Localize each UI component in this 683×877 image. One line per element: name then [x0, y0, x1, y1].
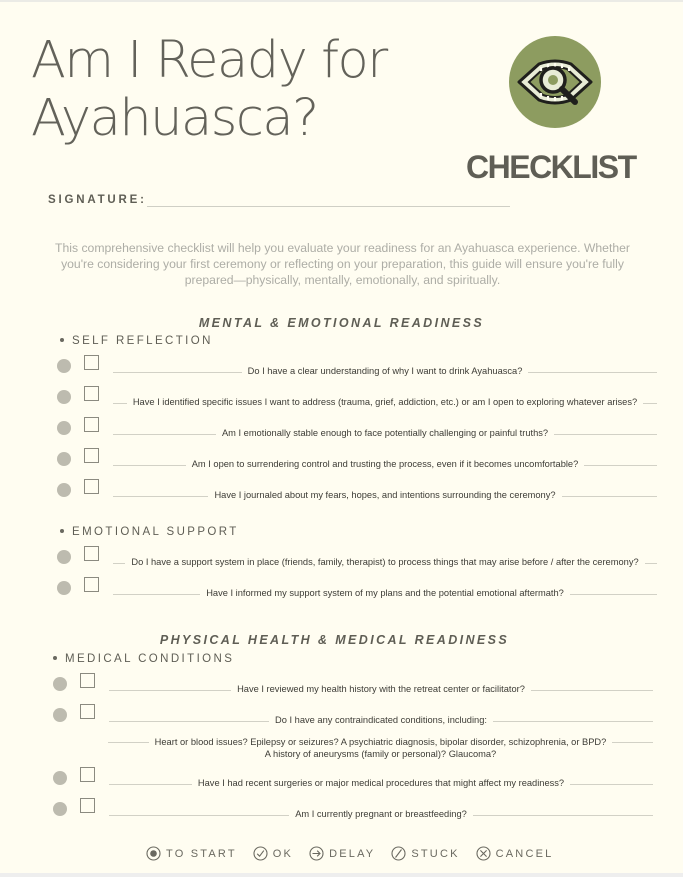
status-dot-icon[interactable] — [57, 581, 71, 595]
section-title-mental-emotional: MENTAL & EMOTIONAL READINESS — [198, 316, 485, 330]
bullet-icon — [60, 529, 64, 533]
status-dot-icon[interactable] — [57, 390, 71, 404]
slash-circle-icon — [391, 846, 406, 861]
status-dot-icon[interactable] — [57, 359, 71, 373]
question-text: Have I reviewed my health history with the retreat center or facilitator? — [237, 684, 525, 694]
bullet-icon — [60, 338, 64, 342]
arrow-circle-icon — [309, 846, 324, 861]
legend-delay: DELAY — [309, 846, 375, 861]
question-text: Have I journaled about my fears, hopes, and intentions surrounding the ceremony? — [214, 490, 556, 500]
question-text: Do I have a clear understanding of why I want to drink Ayahuasca? — [247, 366, 523, 376]
intro-paragraph: This comprehensive checklist will help you evaluate your readiness for an Ayahuasca experience. Whether you're considering your first ceremony or reflecting on your preparation, this guide will ensure you're fully prepared—physically, mentally, emotionally, and spiritually. — [55, 241, 630, 287]
checklist-item — [53, 704, 653, 724]
checkbox[interactable] — [84, 479, 99, 494]
status-dot-icon[interactable] — [53, 708, 67, 722]
checklist-item — [57, 386, 657, 406]
question-text: Do I have any contraindicated conditions, including: — [275, 715, 487, 725]
legend-ok: OK — [253, 846, 293, 861]
status-dot-icon[interactable] — [57, 452, 71, 466]
bottom-border — [0, 873, 683, 877]
checkbox[interactable] — [80, 798, 95, 813]
checklist-item — [57, 479, 657, 499]
legend-to-start: TO START — [146, 846, 237, 861]
checklist-item — [53, 798, 653, 818]
signature-label: SIGNATURE: — [48, 194, 147, 206]
checkbox[interactable] — [84, 417, 99, 432]
title-line-2: Ayahuasca? — [31, 89, 318, 148]
section-title-physical-medical: PHYSICAL HEALTH & MEDICAL READINESS — [159, 633, 510, 647]
top-border — [0, 0, 683, 2]
checklist-item — [57, 417, 657, 437]
question-text: Do I have a support system in place (friends, family, therapist) to process things that may arise before / after the ceremony? — [131, 557, 639, 567]
legend-cancel: CANCEL — [476, 846, 554, 861]
checklist-item — [57, 355, 657, 375]
status-dot-icon[interactable] — [57, 550, 71, 564]
question-text: Am I open to surrendering control and trusting the process, even if it becomes uncomfortable? — [191, 459, 579, 469]
status-dot-icon[interactable] — [53, 802, 67, 816]
status-dot-icon[interactable] — [57, 483, 71, 497]
checklist-heading: CHECKLIST — [466, 149, 636, 185]
radio-dot-icon — [146, 846, 161, 861]
group-title-medical-conditions: MEDICAL CONDITIONS — [53, 653, 234, 665]
eye-magnifier-icon — [509, 36, 601, 128]
checkbox[interactable] — [80, 704, 95, 719]
status-dot-icon[interactable] — [53, 677, 67, 691]
checkbox[interactable] — [84, 448, 99, 463]
checkbox[interactable] — [80, 767, 95, 782]
contraindications-line-2: A history of aneurysms (family or personal)? Glaucoma? — [264, 749, 497, 759]
status-dot-icon[interactable] — [57, 421, 71, 435]
group-title-self-reflection: SELF REFLECTION — [60, 335, 213, 347]
signature-field[interactable] — [147, 206, 510, 207]
checkbox[interactable] — [84, 386, 99, 401]
check-circle-icon — [253, 846, 268, 861]
question-text: Have I identified specific issues I want to address (trauma, grief, addiction, etc.) or am I open to exploring whatever arises? — [132, 397, 638, 407]
contraindications-note — [108, 736, 653, 760]
status-legend — [146, 846, 569, 861]
page-title — [31, 32, 387, 148]
group-title-emotional-support: EMOTIONAL SUPPORT — [60, 526, 239, 538]
status-dot-icon[interactable] — [53, 771, 67, 785]
contraindications-line-1: Heart or blood issues? Epilepsy or seizures? A psychiatric diagnosis, bipolar disorder, schizophrenia, or BPD? — [154, 737, 607, 747]
checkbox[interactable] — [80, 673, 95, 688]
checklist-item — [53, 767, 653, 787]
question-text: Have I had recent surgeries or major medical procedures that might affect my readiness? — [197, 778, 565, 788]
checkbox[interactable] — [84, 546, 99, 561]
checklist-item — [53, 673, 653, 693]
title-line-1: Am I Ready for — [31, 31, 387, 90]
bullet-icon — [53, 656, 57, 660]
checklist-item — [57, 448, 657, 468]
legend-stuck: STUCK — [391, 846, 459, 861]
checklist-item — [57, 577, 657, 597]
question-text: Have I informed my support system of my plans and the potential emotional aftermath? — [206, 588, 564, 598]
checklist-item — [57, 546, 657, 566]
question-text: Am I currently pregnant or breastfeeding? — [295, 809, 467, 819]
x-circle-icon — [476, 846, 491, 861]
checkbox[interactable] — [84, 577, 99, 592]
checkbox[interactable] — [84, 355, 99, 370]
question-text: Am I emotionally stable enough to face potentially challenging or painful truths? — [221, 428, 549, 438]
